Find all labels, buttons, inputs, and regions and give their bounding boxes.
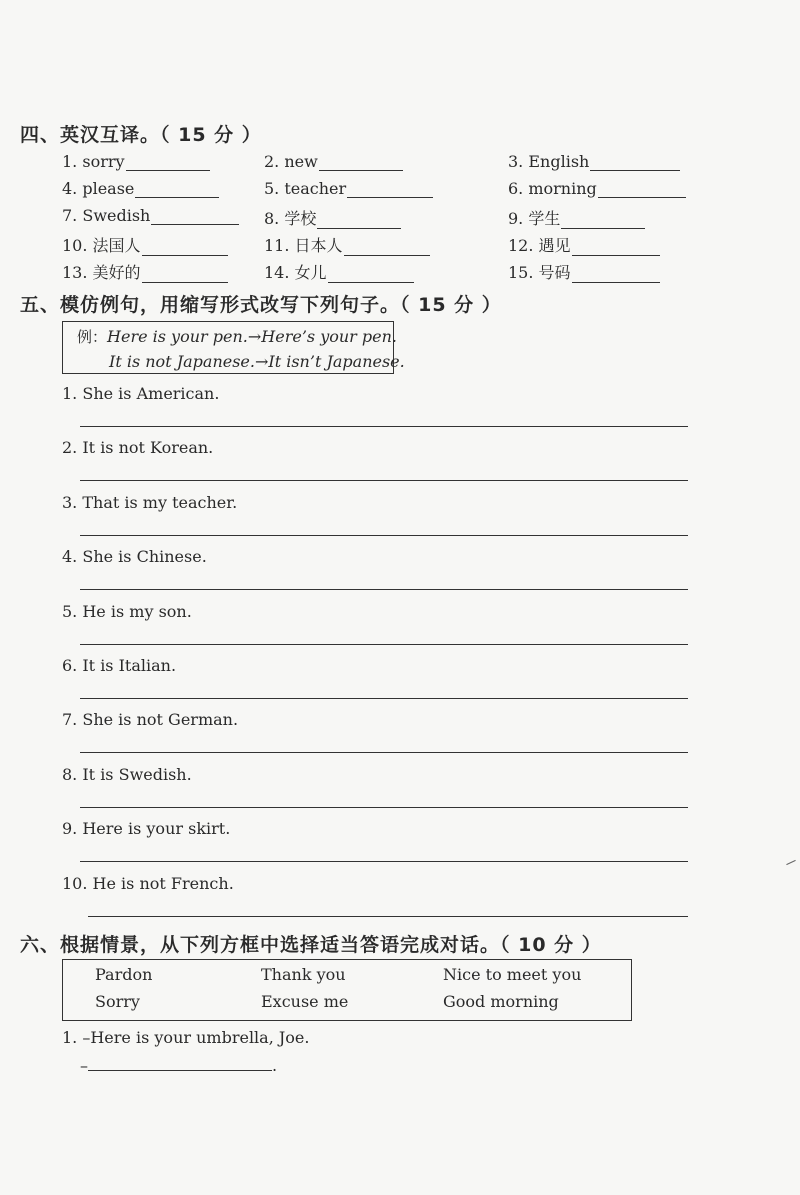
question-5: 5. He is my son. <box>62 602 192 621</box>
vocab-label: 5. teacher <box>264 179 347 198</box>
vocab-label: 6. morning <box>508 179 597 198</box>
vocab-item-14 <box>264 260 414 283</box>
dialogue-prompt-1: 1. –Here is your umbrella, Joe. <box>62 1028 310 1047</box>
question-4: 4. She is Chinese. <box>62 547 207 566</box>
answer-blank[interactable] <box>142 241 228 256</box>
question-6: 6. It is Italian. <box>62 656 177 675</box>
vocab-label: 9. 学生 <box>508 209 561 228</box>
answer-blank[interactable] <box>317 214 401 229</box>
vocab-label: 10. 法国人 <box>62 236 141 255</box>
answer-blank[interactable] <box>126 156 210 171</box>
vocab-item-5 <box>264 179 433 198</box>
answer-line[interactable] <box>88 916 688 917</box>
section-5-heading: 五、模仿例句，用缩写形式改写下列句子。（ 15 分 ） <box>20 294 502 316</box>
vocab-item-2 <box>264 152 403 171</box>
answer-blank[interactable] <box>88 1056 272 1071</box>
option-excuse-me: Excuse me <box>261 992 349 1011</box>
example-text-2: It is not Japanese.→It isn’t Japanese. <box>109 352 405 371</box>
answer-line[interactable] <box>80 698 688 699</box>
answer-line[interactable] <box>80 752 688 753</box>
answer-blank[interactable] <box>319 156 403 171</box>
answer-blank[interactable] <box>151 210 239 225</box>
example-text-1: Here is your pen.→Here’s your pen. <box>107 327 398 346</box>
vocab-item-9 <box>508 206 645 229</box>
vocab-item-15 <box>508 260 660 283</box>
answer-line[interactable] <box>80 426 688 427</box>
example-line-1 <box>77 326 397 347</box>
vocab-item-8 <box>264 206 401 229</box>
vocab-item-12 <box>508 233 660 256</box>
options-box <box>62 959 632 1021</box>
answer-blank[interactable] <box>344 241 430 256</box>
vocab-item-6 <box>508 179 686 198</box>
vocab-label: 13. 美好的 <box>62 263 141 282</box>
answer-blank[interactable] <box>572 268 660 283</box>
option-pardon: Pardon <box>95 965 153 984</box>
section-6-heading: 六、根据情景，从下列方框中选择适当答语完成对话。（ 10 分 ） <box>20 934 602 956</box>
vocab-label: 7. Swedish <box>62 206 151 225</box>
vocab-item-10 <box>62 233 228 256</box>
vocab-label: 3. English <box>508 152 590 171</box>
answer-blank[interactable] <box>590 156 680 171</box>
vocab-item-7 <box>62 206 239 225</box>
option-sorry: Sorry <box>95 992 140 1011</box>
answer-blank[interactable] <box>142 268 228 283</box>
vocab-item-11 <box>264 233 430 256</box>
question-2: 2. It is not Korean. <box>62 438 214 457</box>
answer-blank[interactable] <box>328 268 414 283</box>
answer-line[interactable] <box>80 589 688 590</box>
question-7: 7. She is not German. <box>62 710 239 729</box>
answer-blank[interactable] <box>561 214 645 229</box>
vocab-item-13 <box>62 260 228 283</box>
question-8: 8. It is Swedish. <box>62 765 192 784</box>
vocab-item-1 <box>62 152 210 171</box>
answer-line[interactable] <box>80 807 688 808</box>
section-4-heading: 四、英汉互译。（ 15 分 ） <box>20 124 262 146</box>
dialogue-reply-1 <box>80 1056 277 1075</box>
question-10: 10. He is not French. <box>62 874 234 893</box>
vocab-label: 12. 遇见 <box>508 236 571 255</box>
answer-line[interactable] <box>80 644 688 645</box>
question-9: 9. Here is your skirt. <box>62 819 231 838</box>
vocab-item-4 <box>62 179 219 198</box>
vocab-item-3 <box>508 152 680 171</box>
reply-dash: – <box>80 1056 88 1075</box>
example-label: 例： <box>77 328 108 346</box>
example-box <box>62 321 405 374</box>
answer-line[interactable] <box>80 861 688 862</box>
answer-line[interactable] <box>80 480 688 481</box>
question-3: 3. That is my teacher. <box>62 493 238 512</box>
vocab-label: 15. 号码 <box>508 263 571 282</box>
vocab-label: 11. 日本人 <box>264 236 343 255</box>
answer-blank[interactable] <box>572 241 660 256</box>
vocab-label: 14. 女儿 <box>264 263 327 282</box>
option-good-morning: Good morning <box>443 992 559 1011</box>
option-thank-you: Thank you <box>261 965 346 984</box>
answer-blank[interactable] <box>347 183 433 198</box>
pen-mark <box>786 860 795 865</box>
vocab-label: 4. please <box>62 179 135 198</box>
reply-period: . <box>272 1056 278 1075</box>
answer-blank[interactable] <box>598 183 686 198</box>
answer-blank[interactable] <box>135 183 219 198</box>
vocab-label: 1. sorry <box>62 152 125 171</box>
vocab-label: 2. new <box>264 152 318 171</box>
answer-line[interactable] <box>80 535 688 536</box>
vocab-label: 8. 学校 <box>264 209 317 228</box>
option-nice-to-meet-you: Nice to meet you <box>443 965 582 984</box>
question-1: 1. She is American. <box>62 384 220 403</box>
